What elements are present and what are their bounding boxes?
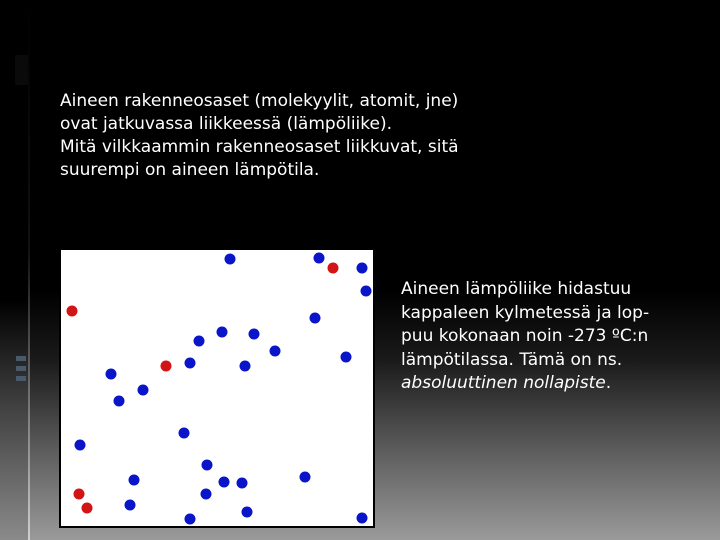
red-molecule-dot: [67, 306, 78, 317]
blue-molecule-dot: [106, 369, 117, 380]
intro-line: Aineen rakenneosaset (molekyylit, atomit, jne): [60, 91, 459, 111]
red-molecule-dot: [161, 361, 172, 372]
red-molecule-dot: [328, 263, 339, 274]
absolute-zero-paragraph: [401, 278, 706, 396]
blue-molecule-dot: [242, 507, 253, 518]
strip-tick-mark: [16, 356, 26, 361]
blue-molecule-dot: [249, 329, 260, 340]
strip-tick-mark: [16, 376, 26, 381]
molecule-canvas: [61, 250, 373, 526]
blue-molecule-dot: [185, 358, 196, 369]
blue-molecule-dot: [114, 396, 125, 407]
blue-molecule-dot: [240, 361, 251, 372]
blue-molecule-dot: [357, 263, 368, 274]
blue-molecule-dot: [300, 472, 311, 483]
blue-molecule-dot: [179, 428, 190, 439]
absolute-zero-term: absoluuttinen nollapiste: [401, 373, 606, 393]
blue-molecule-dot: [201, 489, 212, 500]
absolute-zero-final-line: [401, 372, 706, 396]
strip-tick-mark: [16, 366, 26, 371]
blue-molecule-dot: [225, 254, 236, 265]
blue-molecule-dot: [125, 500, 136, 511]
red-molecule-dot: [74, 489, 85, 500]
intro-line: ovat jatkuvassa liikkeessä (lämpöliike).: [60, 114, 392, 134]
absolute-zero-line: lämpötilassa. Tämä on ns.: [401, 349, 623, 370]
absolute-zero-line: kappaleen kylmetessä ja lop-: [401, 302, 650, 323]
red-molecule-dot: [82, 503, 93, 514]
absolute-zero-line: puu kokonaan noin -273 ºC:n: [401, 326, 649, 346]
blue-molecule-dot: [270, 346, 281, 357]
blue-molecule-dot: [314, 253, 325, 264]
molecule-diagram: [59, 248, 375, 528]
blue-molecule-dot: [185, 514, 196, 525]
blue-molecule-dot: [237, 478, 248, 489]
blue-molecule-dot: [194, 336, 205, 347]
blue-molecule-dot: [219, 477, 230, 488]
strip-divider-line: [28, 0, 30, 540]
intro-paragraph: [60, 90, 680, 182]
blue-molecule-dot: [217, 327, 228, 338]
absolute-zero-line: Aineen lämpöliike hidastuu: [401, 279, 632, 299]
blue-molecule-dot: [202, 460, 213, 471]
blue-molecule-dot: [310, 313, 321, 324]
intro-line: Mitä vilkkaammin rakenneosaset liikkuvat, sitä: [60, 137, 459, 157]
blue-molecule-dot: [129, 475, 140, 486]
blue-molecule-dot: [138, 385, 149, 396]
intro-line: suurempi on aineen lämpötila.: [60, 160, 320, 180]
final-period: .: [605, 373, 612, 393]
blue-molecule-dot: [75, 440, 86, 451]
blue-molecule-dot: [361, 286, 372, 297]
blue-molecule-dot: [357, 513, 368, 524]
blue-molecule-dot: [341, 352, 352, 363]
corner-decoration: [15, 55, 28, 85]
